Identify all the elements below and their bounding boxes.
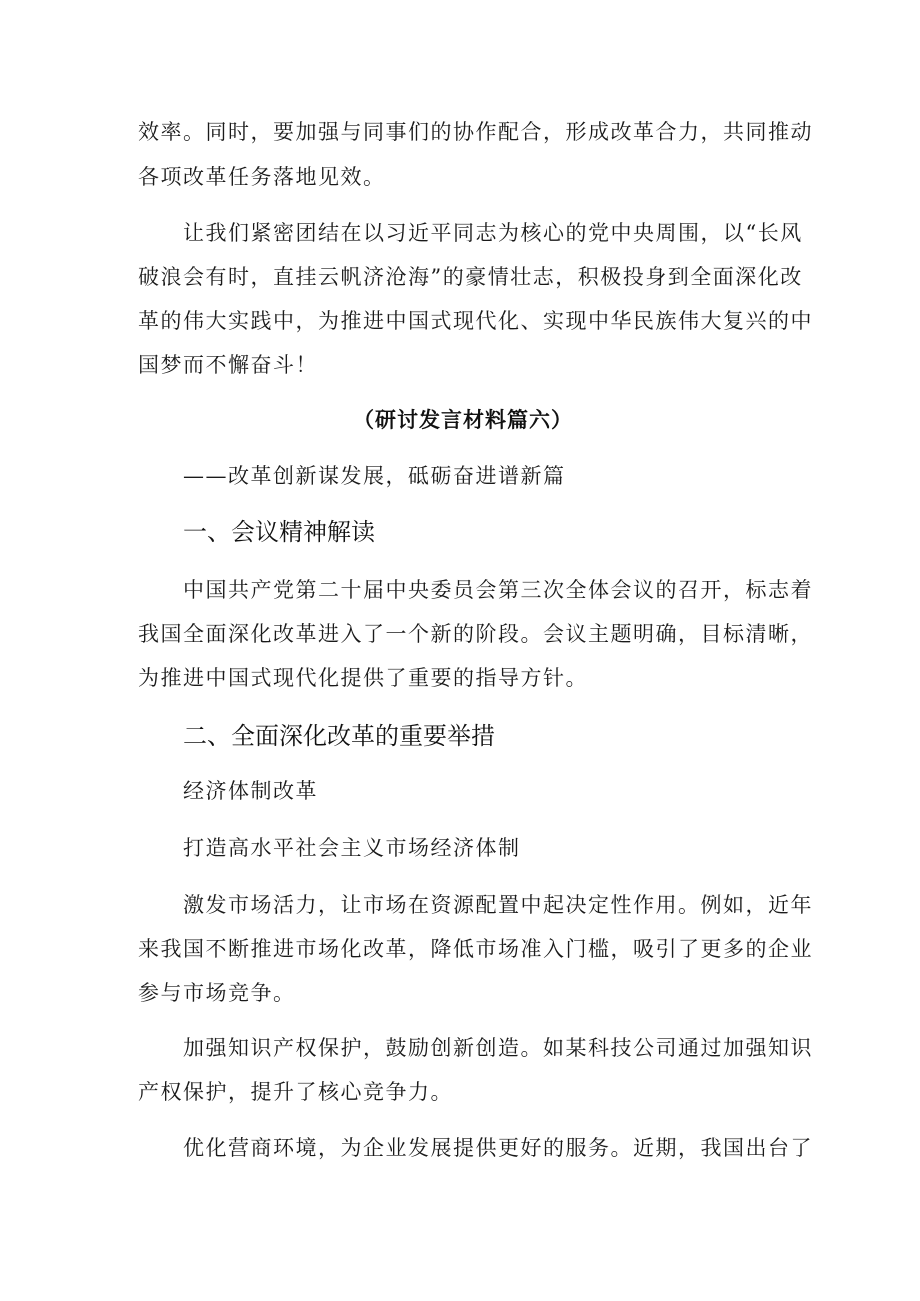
paragraph-line: 让我们紧密团结在以习近平同志为核心的党中央周围，以“长风 (183, 221, 803, 245)
paragraph-line: 效率。同时，要加强与同事们的协作配合，形成改革合力，共同推动 (138, 120, 813, 144)
paragraph-line: 我国全面深化改革进入了一个新的阶段。会议主题明确，目标清晰， (138, 622, 813, 646)
paragraph-line: 中国共产党第二十届中央委员会第三次全体会议的召开，标志着 (183, 578, 813, 602)
paragraph-line: 破浪会有时，直挂云帆济沧海”的豪情壮志，积极投身到全面深化改 (138, 265, 803, 289)
paragraph-line: 激发市场活力，让市场在资源配置中起决定性作用。例如，近年 (183, 893, 813, 917)
paragraph-line: 产权保护，提升了核心竞争力。 (138, 1080, 453, 1104)
paragraph-line: 优化营商环境，为企业发展提供更好的服务。近期，我国出台了 (183, 1136, 813, 1160)
paragraph-line: 各项改革任务落地见效。 (138, 165, 386, 189)
subheading-economic-reform: 经济体制改革 (183, 779, 318, 803)
paragraph-line: 革的伟大实践中，为推进中国式现代化、实现中华民族伟大复兴的中 (138, 309, 813, 333)
paragraph-line: 参与市场竞争。 (138, 981, 296, 1005)
heading-meeting-spirit: 一、会议精神解读 (183, 518, 375, 546)
heading-reform-measures: 二、全面深化改革的重要举措 (183, 722, 495, 750)
subtitle: ——改革创新谋发展，砥砺奋进谱新篇 (183, 464, 566, 488)
paragraph-line: 加强知识产权保护，鼓励创新创造。如某科技公司通过加强知识 (183, 1036, 813, 1060)
paragraph-line: 来我国不断推进市场化改革，降低市场准入门槛，吸引了更多的企业 (138, 937, 813, 961)
paragraph-line: 国梦而不懈奋斗！ (138, 353, 318, 377)
subheading-market-economy: 打造高水平社会主义市场经济体制 (183, 836, 521, 860)
paragraph-line: 为推进中国式现代化提供了重要的指导方针。 (138, 666, 588, 690)
section-title: （研讨发言材料篇六） (353, 407, 573, 432)
